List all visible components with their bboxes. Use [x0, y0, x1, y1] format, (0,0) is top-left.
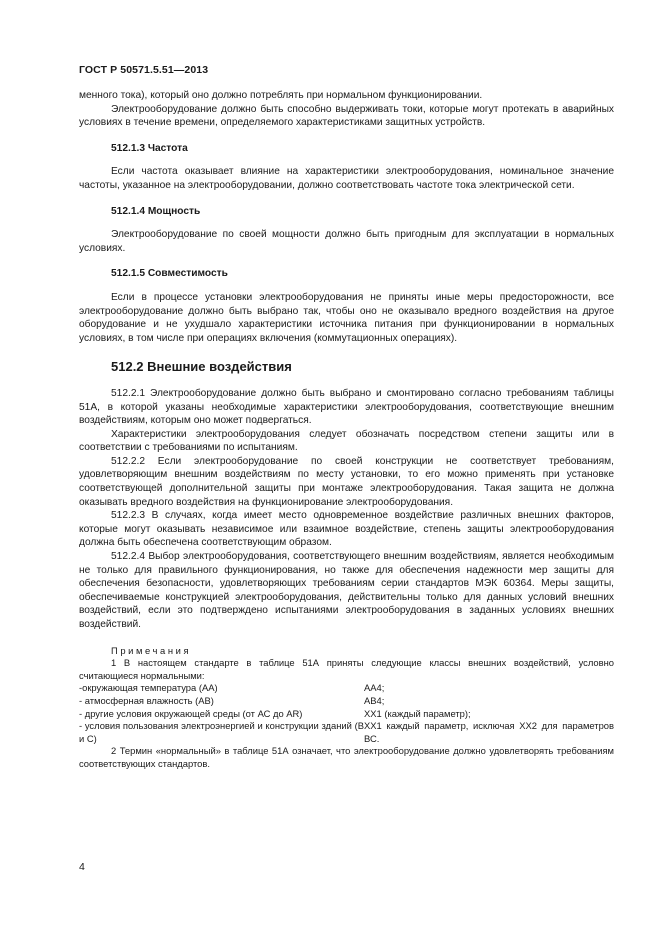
- section-heading-frequency: 512.1.3 Частота: [111, 142, 188, 154]
- page-number: 4: [79, 861, 85, 873]
- note-row: [79, 720, 614, 745]
- document-body: [79, 89, 614, 771]
- note-row: [79, 695, 614, 708]
- note-row-value: АВ4;: [364, 694, 385, 706]
- note-row-value: XX1 каждый параметр, исключая XX2 для параметров ВС.: [364, 720, 614, 744]
- note-1: 1 В настоящем стандарте в таблице 51А приняты следующие классы внешних воздействий, условно считающиеся нормальными:: [79, 657, 614, 681]
- paragraph: менного тока), который оно должно потреблять при нормальном функционировании.: [79, 90, 483, 101]
- paragraph: Электрооборудование должно быть способно выдерживать токи, которые могут протекать в аварийных условиях в течение времени, определяемого характеристиками защитных устройств.: [79, 103, 614, 129]
- paragraph: Если в процессе установки электрооборудования не приняты иные меры предосторожности, все электрооборудование должно быть выбрано так, чтобы оно не оказывало вредного воздействия на другое оборудование и не ухудшало характеристики источника питания при функционировании в нормальных условиях, в том числе при операциях включения (коммутационных операциях).: [79, 291, 614, 344]
- section-heading-compatibility: 512.1.5 Совместимость: [111, 268, 228, 280]
- paragraph: 512.2.2 Если электрооборудование по своей конструкции не соответствует требованиям, удовлетворяющим внешним воздействиям по месту установки, то его можно применять при установке соответствующей дополнительной защиты при монтаже электрооборудования. Такая защита не должна оказывать вредного воздействия на функционирование электрооборудования.: [79, 455, 614, 508]
- note-row-label: - условия пользования электроэнергией и конструкции зданий (В и С): [79, 720, 364, 744]
- note-2: 2 Термин «нормальный» в таблице 51А означает, что электрооборудование должно удовлетворять требованиям соответствующих стандартов.: [79, 745, 614, 769]
- section-heading-external-influences: 512.2 Внешние воздействия: [111, 359, 292, 375]
- note-row-value: АА4;: [364, 682, 385, 694]
- paragraph: Электрооборудование по своей мощности должно быть пригодным для эксплуатации в нормальных условиях.: [79, 229, 614, 254]
- note-row-label: - другие условия окружающей среды (от АС до AR): [79, 707, 303, 719]
- note-row-label: - атмосферная влажность (АВ): [79, 694, 214, 706]
- paragraph: 512.2.1 Электрооборудование должно быть выбрано и смонтировано согласно требованиям таблицы 51А, в которой указаны необходимые характеристики электрооборудования, соответствующие внешним воздействиям, которым оно может подвергаться.: [79, 387, 614, 427]
- notes-title: Примечания: [111, 644, 192, 656]
- note-row: [79, 708, 614, 721]
- section-heading-power: 512.1.4 Мощность: [111, 205, 201, 217]
- standard-header: ГОСТ Р 50571.5.51—2013: [79, 64, 209, 76]
- note-row: [79, 682, 614, 695]
- paragraph: 512.2.4 Выбор электрооборудования, соответствующего внешним воздействиям, является необходимым не только для правильного функционирования, но также для обеспечения надежности мер защиты для обеспечения безопасности, удовлетворяющих требованиям серии стандартов МЭК 60364. Меры защиты, обеспечиваемые конструкцией электрооборудования, действительны только для данных условий внешних воздействий, если это подтверждено испытаниями электрооборудования в заданных условиях внешних воздействий.: [79, 551, 614, 630]
- paragraph: Если частота оказывает влияние на характеристики электрооборудования, номинальное значение частоты, указанное на электрооборудовании, должно соответствовать частоте тока электрической сети.: [79, 166, 614, 191]
- paragraph: 512.2.3 В случаях, когда имеет место одновременное воздействие различных внешних факторов, которые могут оказывать независимое или взаимное воздействие, степень защиты электрооборудования должна быть обеспечена соответствующим образом.: [79, 510, 614, 549]
- note-row-label: -окружающая температура (АА): [79, 682, 218, 694]
- note-row-value: XX1 (каждый параметр);: [364, 707, 471, 719]
- notes-block: [79, 645, 614, 771]
- paragraph: Характеристики электрооборудования следует обозначать посредством степени защиты или в соответствии с требованиями по испытаниям.: [79, 428, 614, 454]
